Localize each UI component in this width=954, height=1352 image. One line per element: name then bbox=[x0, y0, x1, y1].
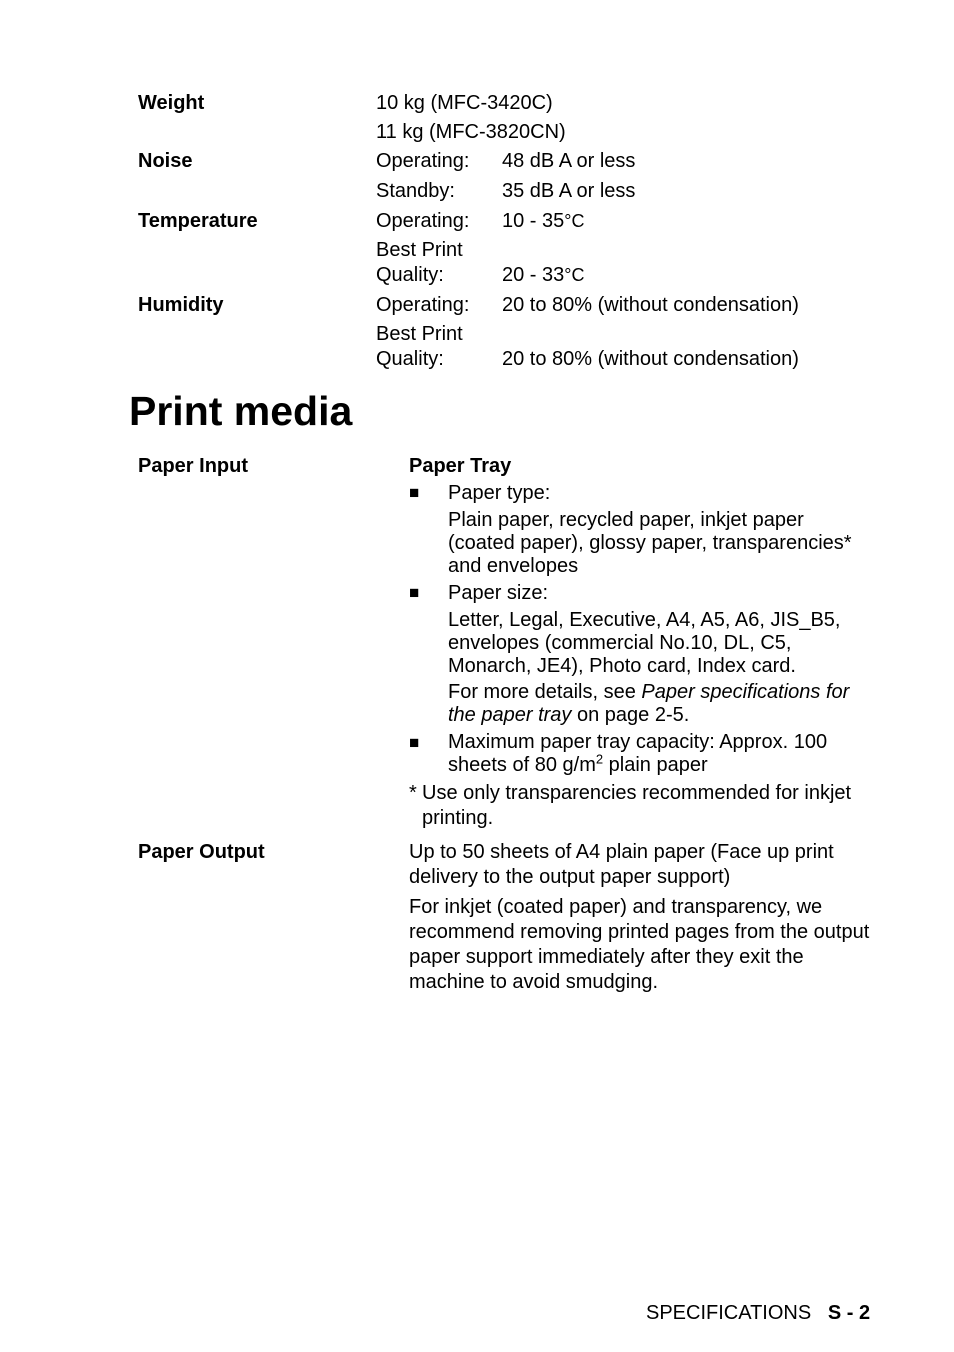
temperature-operating-label: Operating: bbox=[376, 210, 470, 232]
paper-type-text: Plain paper, recycled paper, inkjet paper (coated paper), glossy paper, transparencies* and envelopes bbox=[448, 509, 852, 577]
paper-size-label: Paper size: bbox=[448, 582, 549, 604]
paper-capacity-text: Maximum paper tray capacity: Approx. 100 sheets of 80 $g/m^2$ plain paper bbox=[448, 731, 828, 776]
paper-input-label: Paper Input bbox=[138, 455, 249, 477]
paper-size-text: Letter, Legal, Executive, A4, A5, A6, JIS_B5, envelopes (commercial No.10, DL, C5, Monarch, JE4), Photo card, Index card. bbox=[448, 609, 841, 677]
section-title: Print media bbox=[129, 388, 353, 434]
page-footer bbox=[646, 1301, 870, 1325]
temperature-best-label-1: Best Print bbox=[376, 239, 463, 261]
humidity-operating-label: Operating: bbox=[376, 294, 470, 316]
temperature-label: Temperature bbox=[138, 210, 258, 232]
bullet-icon: ■ bbox=[409, 583, 420, 602]
temperature-best-label-2: Quality: bbox=[376, 264, 444, 286]
weight-label: Weight bbox=[138, 92, 205, 114]
temperature-best-value: 20 - 33°C bbox=[502, 264, 585, 286]
bullet-icon: ■ bbox=[409, 733, 420, 752]
weight-value-2: 11 kg (MFC-3820CN) bbox=[376, 121, 566, 143]
noise-standby-label: Standby: bbox=[376, 180, 455, 202]
bullet-icon: ■ bbox=[409, 483, 420, 502]
humidity-operating-value: 20 to 80% (without condensation) bbox=[502, 294, 799, 316]
paper-details-link-text: Paper specifications for the paper tray bbox=[448, 681, 850, 726]
noise-standby-value: 35 dB A or less bbox=[502, 180, 636, 202]
weight-value-1: 10 kg (MFC-3420C) bbox=[376, 92, 553, 114]
paper-type-label: Paper type: bbox=[448, 482, 551, 504]
degree-unit: °C bbox=[564, 211, 585, 231]
humidity-label: Humidity bbox=[138, 294, 224, 316]
humidity-best-label-2: Quality: bbox=[376, 348, 444, 370]
note-text: Use only transparencies recommended for inkjet printing. bbox=[422, 782, 852, 829]
paper-details-text: For more details, see Paper specifications for the paper tray on page 2-5. bbox=[448, 681, 850, 726]
paper-output-label: Paper Output bbox=[138, 841, 265, 863]
humidity-best-label-1: Best Print bbox=[376, 323, 463, 345]
footer-page-number: S - 2 bbox=[827, 1302, 871, 1324]
paper-tray-heading: Paper Tray bbox=[409, 455, 512, 477]
noise-operating-label: Operating: bbox=[376, 150, 470, 172]
footer-section: SPECIFICATIONS bbox=[646, 1302, 812, 1324]
paper-output-text-1: Up to 50 sheets of A4 plain paper (Face up print delivery to the output paper support) bbox=[409, 841, 834, 888]
noise-operating-value: 48 dB A or less bbox=[502, 150, 636, 172]
noise-label: Noise bbox=[138, 150, 193, 172]
humidity-best-value: 20 to 80% (without condensation) bbox=[502, 348, 799, 370]
temperature-operating-value: 10 - 35°C bbox=[502, 210, 585, 232]
note-star: * bbox=[409, 782, 417, 804]
degree-unit: °C bbox=[564, 265, 585, 285]
paper-output-text-2: For inkjet (coated paper) and transparency, we recommend removing printed pages from the output paper support immediately after they exit the machine to avoid smudging. bbox=[409, 896, 870, 993]
